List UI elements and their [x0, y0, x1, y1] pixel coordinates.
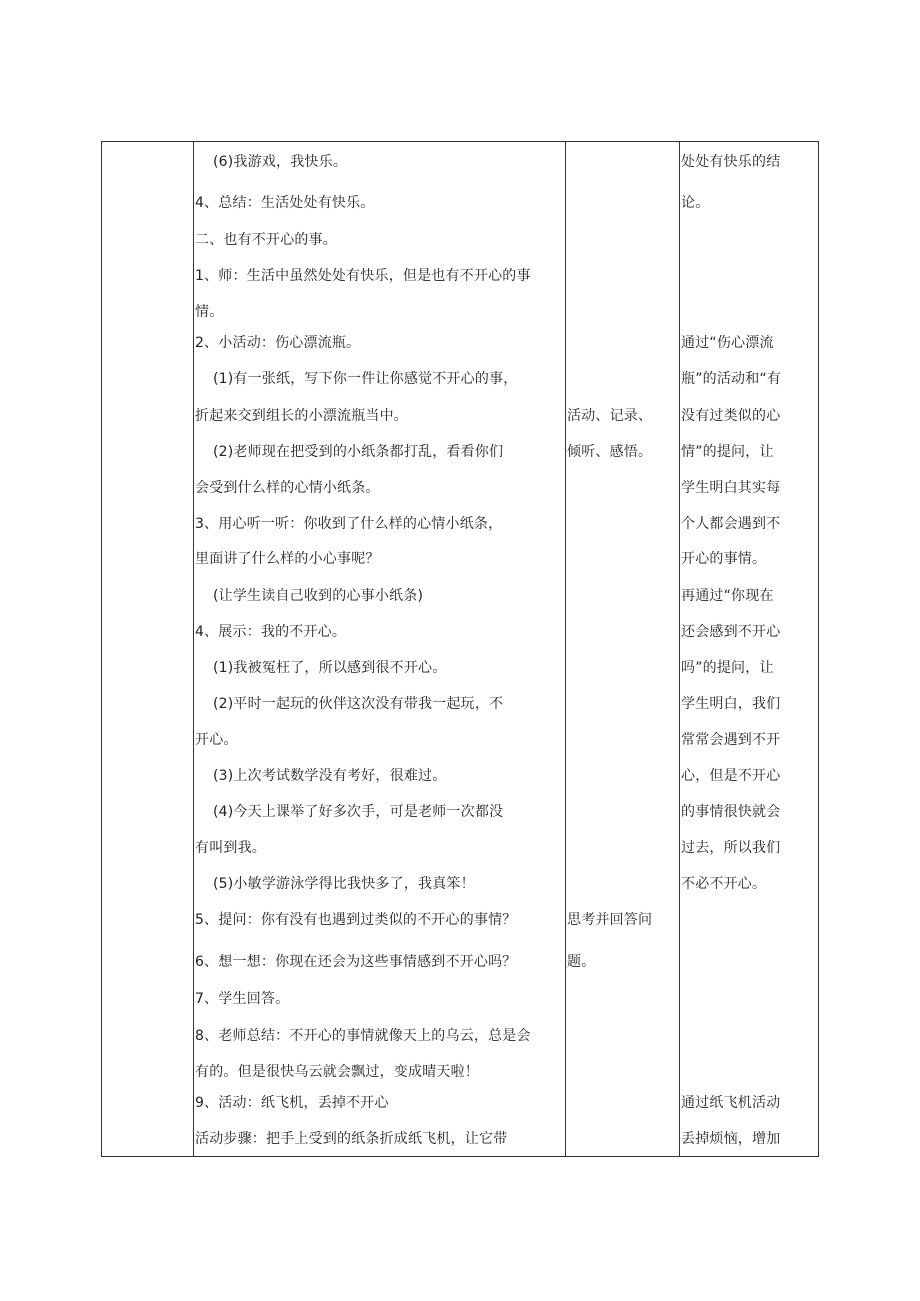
text-line: (让学生读自己收到的心事小纸条) — [213, 588, 424, 604]
column-divider-2 — [565, 142, 566, 1156]
text-line: 常常会遇到不开 — [681, 732, 781, 748]
column-divider-1 — [193, 142, 194, 1156]
text-line: 有叫到我。 — [195, 840, 266, 856]
text-line: (1)有一张纸，写下你一件让你感觉不开心的事， — [213, 371, 518, 387]
text-line: 学生明白，我们 — [681, 696, 781, 712]
text-line: 3、用心听一听：你收到了什么样的心情小纸条， — [195, 516, 503, 532]
text-line: 通过纸飞机活动 — [681, 1095, 781, 1111]
text-line: 情”的提问，让 — [681, 444, 774, 460]
text-line: (1)我被冤枉了，所以感到很不开心。 — [213, 660, 447, 676]
text-line: 不必不开心。 — [681, 876, 767, 892]
text-line: 4、展示：我的不开心。 — [195, 624, 347, 640]
text-line: 1、师：生活中虽然处处有快乐，但是也有不开心的事 — [195, 268, 531, 284]
text-line: (2)老师现在把受到的小纸条都打乱，看看你们 — [213, 444, 504, 460]
text-line: 通过“伤心漂流 — [681, 335, 774, 351]
text-line: (5)小敏学游泳学得比我快多了，我真笨！ — [213, 876, 475, 892]
text-line: 有的。但是很快乌云就会飘过，变成晴天啦！ — [195, 1064, 479, 1080]
text-line: 过去，所以我们 — [681, 840, 781, 856]
column-divider-3 — [679, 142, 680, 1156]
text-line: 活动、记录、 — [567, 408, 653, 424]
text-line: 开心。 — [195, 732, 238, 748]
text-line: 题。 — [567, 954, 596, 970]
text-line: 瓶”的活动和“有 — [681, 371, 782, 387]
text-line: 4、总结：生活处处有快乐。 — [195, 195, 375, 211]
text-line: 论。 — [681, 195, 710, 211]
text-line: 丢掉烦恼，增加 — [681, 1131, 781, 1147]
text-line: 折起来交到组长的小漂流瓶当中。 — [195, 408, 408, 424]
text-line: (6)我游戏，我快乐。 — [213, 154, 348, 170]
text-line: 处处有快乐的结 — [681, 154, 781, 170]
text-line: 个人都会遇到不 — [681, 516, 781, 532]
text-line: 会受到什么样的心情小纸条。 — [195, 480, 380, 496]
text-line: 9、活动：纸飞机，丢掉不开心 — [195, 1095, 389, 1111]
text-line: 学生明白其实每 — [681, 480, 781, 496]
text-line: 情。 — [195, 304, 224, 320]
text-line: 心，但是不开心 — [681, 768, 781, 784]
text-line: 吗”的提问，让 — [681, 660, 774, 676]
text-line: 思考并回答问 — [567, 912, 653, 928]
text-line: 6、想一想：你现在还会为这些事情感到不开心吗？ — [195, 954, 517, 970]
text-line: 里面讲了什么样的小心事呢？ — [195, 551, 380, 567]
text-line: 7、学生回答。 — [195, 991, 290, 1007]
text-line: 2、小活动：伤心漂流瓶。 — [195, 335, 361, 351]
text-line: 的事情很快就会 — [681, 804, 781, 820]
text-line: (2)平时一起玩的伙伴这次没有带我一起玩，不 — [213, 696, 504, 712]
text-line: (3)上次考试数学没有考好，很难过。 — [213, 768, 447, 784]
text-line: 8、老师总结：不开心的事情就像天上的乌云，总是会 — [195, 1028, 531, 1044]
text-line: 二、也有不开心的事。 — [195, 232, 337, 248]
text-line: 活动步骤：把手上受到的纸条折成纸飞机，让它带 — [195, 1131, 508, 1147]
text-line: 还会感到不开心 — [681, 624, 781, 640]
text-line: 5、提问：你有没有也遇到过类似的不开心的事情？ — [195, 912, 517, 928]
text-line: 再通过“你现在 — [681, 588, 774, 604]
text-line: 开心的事情。 — [681, 551, 767, 567]
text-line: 倾听、感悟。 — [567, 444, 653, 460]
text-line: 没有过类似的心 — [681, 408, 781, 424]
text-line: (4)今天上课举了好多次手，可是老师一次都没 — [213, 804, 504, 820]
